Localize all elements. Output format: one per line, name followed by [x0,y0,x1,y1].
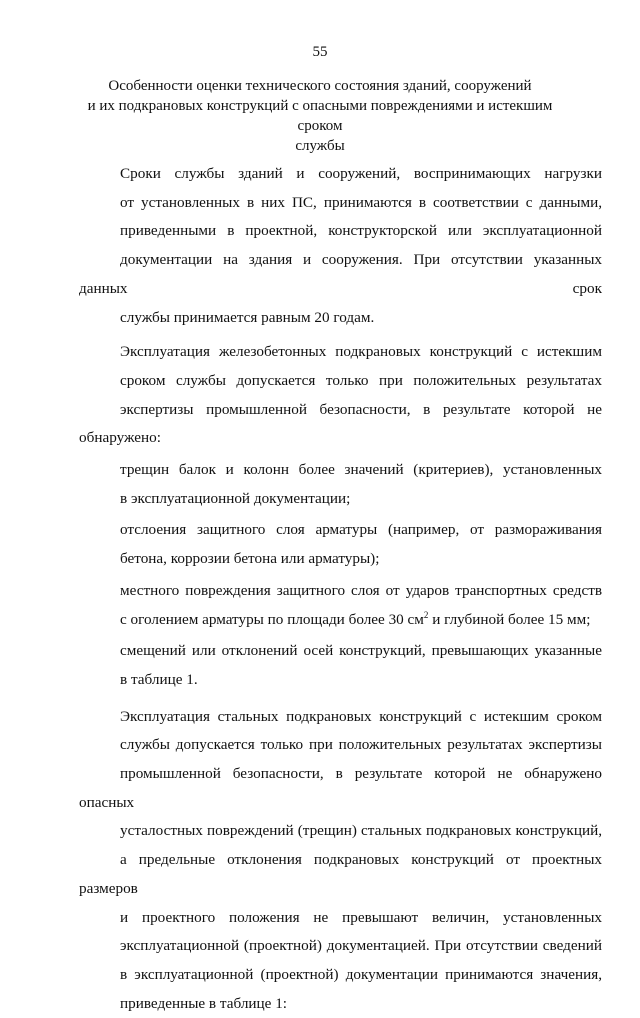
text-run: и глубиной более 15 мм; [428,610,591,628]
section-title-line: и их подкрановых конструкций с опасными повреждениями и истекшим сроком [87,98,553,134]
paragraph [79,637,602,694]
text-line: а предельные отклонения подкрановых конструкций от проектных размеров [79,851,602,897]
paragraph [79,516,602,573]
text-line: местного повреждения защитного слоя от ударов транспортных средств [120,581,602,599]
text-line: эксплуатационной (проектной) документацией. При отсутствии сведений [120,937,602,955]
text-line: усталостных повреждений (трещин) стальных подкрановых конструкций, [120,822,602,840]
paragraph [79,456,602,513]
section-title-line: службы [295,138,345,154]
text-line: в эксплуатационной документации; [120,489,351,507]
paragraph [79,577,602,634]
text-line: в эксплуатационной (проектной) документации принимаются значения, [120,965,602,983]
text-line: от установленных в них ПС, принимаются в соответствии с данными, [120,193,602,211]
text-line: смещений или отклонений осей конструкций, превышающих указанные [120,642,602,660]
section-title [70,76,570,156]
text-line: экспертизы промышленной безопасности, в результате которой не обнаружено: [79,400,602,447]
text-line: бетона, коррозии бетона или арматуры); [120,550,380,568]
text-line: трещин балок и колонн более значений (критериев), установленных [120,461,602,479]
text-line: документации на здания и сооружения. При отсутствии указанных данных срок [79,251,602,297]
text-line: отслоения защитного слоя арматуры (например, от размораживания [120,521,602,539]
text-line: службы принимается равным 20 годам. [120,308,375,326]
page-number: 55 [312,44,328,60]
text-run: с оголением арматуры по площади более 30 см [120,610,424,628]
text-line [79,606,602,635]
paragraph [79,160,602,332]
text-line: промышленной безопасности, в результате которой не обнаружено опасных [79,765,602,811]
text-line: Сроки службы зданий и сооружений, воспринимающих нагрузки [120,165,602,182]
text-line: в таблице 1. [120,670,198,688]
text-line: службы допускается только при положительных результатах экспертизы [120,736,602,754]
document-body [79,160,602,1018]
text-line: Эксплуатация стальных подкрановых конструкций с истекшим сроком [120,707,602,725]
superscript: 2 [423,609,429,620]
text-line: приведенными в проектной, конструкторской или эксплуатационной [120,222,602,240]
text-line: приведенные в таблице 1: [120,994,288,1012]
section-title-line: Особенности оценки технического состояния зданий, сооружений [108,78,532,94]
text-line: сроком службы допускается только при положительных результатах [120,371,602,389]
text-line: Эксплуатация железобетонных подкрановых конструкций с истекшим [120,343,602,361]
paragraph [79,338,602,453]
paragraph [79,703,602,1018]
text-line: и проектного положения не превышают величин, установленных [120,908,602,926]
